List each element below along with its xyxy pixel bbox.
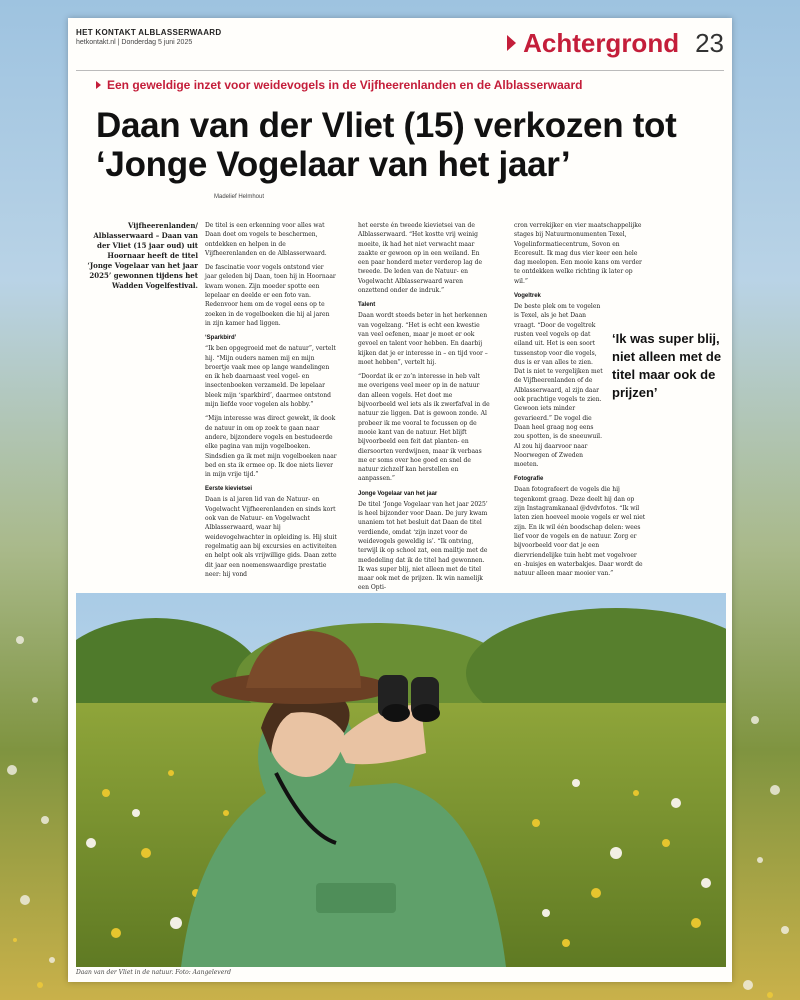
paragraph: De titel is een erkenning voor alles wat Daan doet om vogels te beschermen, ontdekken en helpen in de Vijfheerenlanden en de Alblasserwaard. bbox=[205, 222, 327, 257]
paragraph: De beste plek om te vogelen is Texel, als je het Daan vraagt. “Door de vogeltrek rusten veel vogels op dat eiland uit. Het is een soort tussenstop voor die vogels, dus is er van alles te zien. Dat is niet te vergelijken met de Vijfheerenlanden of de Alblasserwaard, al zijn daar ook prachtige vogels te zien. Gewoon iets minder gevarieerd.” De vogel die Daan heel graag nog eens zou spotten, is de sneeuwuil. Al zou hij daarvoor naar Noorwegen of Zweden moeten. bbox=[514, 303, 603, 469]
subheading: ‘Sparkbird’ bbox=[205, 335, 237, 342]
paragraph: “Ik ben opgegroeid met de natuur”, vertelt hij. “Mijn ouders namen mij en mijn broertje vaak mee op lange wandelingen en ik heb daarnaast veel vogel- en insectenboeken verzameld. De lepelaar bleek mijn ‘sparkbird’, daarmee ontstond mijn liefde voor vogelen als hobby.” bbox=[205, 345, 336, 409]
article-column-2 bbox=[358, 221, 490, 598]
paragraph: Daan wordt steeds beter in het herkennen van vogelzang. “Het is echt een kwestie van veel oefenen, maar je moet er ook gevoel en talent voor hebben. En daarbij kijken dat je er interesse in – en tijd voor – moet hebben”, vertelt hij. bbox=[358, 312, 488, 366]
section-label: Achtergrond bbox=[523, 27, 680, 58]
paper-date: hetkontakt.nl | Donderdag 5 juni 2025 bbox=[76, 39, 193, 46]
paragraph: Daan is al jaren lid van de Natuur- en Vogelwacht Vijfheerenlanden en sinds kort ook van de Natuur- en Vogelwacht Alblasserwaard, waar hij weidevogelwachter in opleiding is. Hij sluit regelmatig aan bij excursies en activiteiten en helpt ook als vrijwillige gids. Daan zette dit jaar een noemenswaardige prestatie neer: hij vond bbox=[205, 496, 337, 578]
paragraph: cron verrekijker en vier maatschappelijke stages bij Natuurmonumenten Texel, Vogelinformatiecentrum, Sovon en Ecoresult. Ik mag dus vier keer een hele dag meelopen. Een mooie kans om verder te ontdekken welke richting ik later op wil.” bbox=[514, 222, 642, 285]
subheading: Vogeltrek bbox=[514, 293, 541, 300]
subheading: Eerste kievietsei bbox=[205, 486, 253, 493]
section-header bbox=[507, 26, 724, 60]
byline: Madelief Helmhout bbox=[214, 194, 265, 200]
intro-lead: Vijfheerenlanden/ Alblasserwaard – Daan van der Vliet (15 jaar oud) uit Hoornaar heeft de titel ‘Jonge Vogelaar van het jaar 2025’ gewonnen tijdens het Wadden Vogelfestival. bbox=[87, 221, 198, 290]
article-photo bbox=[76, 593, 726, 967]
headline: Daan van der Vliet (15) verkozen tot ‘Jonge Vogelaar van het jaar’ bbox=[96, 106, 677, 184]
article-column-1 bbox=[205, 221, 337, 584]
photo-caption: Daan van der Vliet in de natuur. Foto: Aangeleverd bbox=[76, 969, 231, 976]
newspaper-page bbox=[68, 18, 732, 982]
section-arrow-icon bbox=[507, 35, 516, 51]
page-number: 23 bbox=[695, 27, 724, 58]
pull-quote: ‘Ik was super blij, niet alleen met de titel maar ook de prijzen’ bbox=[612, 331, 722, 400]
paragraph: het eerste én tweede kievietsei van de Alblasserwaard. “Het kostte vrij weinig moeite, ik had het niet verwacht maar zaakte er gewoon op in een weiland. En een paar honderd meter verderop lag de tweede. De leden van de Natuur- en Vogelwacht Alblasserwaard waren onzettend onder de indruk.” bbox=[358, 222, 483, 295]
article-column-3 bbox=[514, 221, 646, 583]
subheading: Talent bbox=[358, 302, 376, 309]
subheading: Jonge Vogelaar van het jaar bbox=[358, 490, 438, 497]
kicker-text: Een geweldige inzet voor weidevogels in de Vijfheerenlanden en de Alblasserwaard bbox=[107, 78, 583, 92]
paragraph: “Mijn interesse was direct gewekt, ik dook de natuur in om op zoek te gaan naar andere, bijzondere vogels en bestudeerde elke pagina van mijn vogelboeken. Sindsdien ga ik met mijn vogelboeken naar bed en sta ik ermee op. Ik doe niets liever in mijn vrije tijd.” bbox=[205, 415, 337, 479]
kicker-arrow-icon bbox=[96, 81, 101, 89]
subheading: Fotografie bbox=[514, 476, 544, 483]
paragraph: Daan fotografeert de vogels die hij tegenkomt graag. Deze deelt hij dan op zijn Instagramkanaal @dvdvfotos. “Ik wil laten zien hoeveel mooie vogels er wel niet zijn. En ik wil één boodschap delen: wees lief voor de vogels en de natuur. Zorg er bijvoorbeeld voor dat je een diervriendelijke tuin hebt met vogelvoer en -huisjes en waterbakjes. Daar wordt de natuur alleen maar mooier van.” bbox=[514, 486, 646, 578]
paper-name: HET KONTAKT ALBLASSERWAARD bbox=[76, 28, 222, 37]
paragraph: De titel ‘Jonge Vogelaar van het jaar 2025’ is heel bijzonder voor Daan. De jury kwam unaniem tot het besluit dat Daan de titel verdiende, omdat ‘zijn inzet voor de weidevogels geweldig is’. “Ik ontving, terwijl ik op school zat, een mailtje met de mededeling dat ik de titel had gewonnen. Ik was super blij, niet alleen met de titel maar ook met de prijzen. Ik win namelijk een Opti- bbox=[358, 500, 488, 592]
kicker bbox=[96, 78, 582, 92]
paragraph: “Doordat ik er zo’n interesse in heb valt me overigens veel meer op in de natuur dan alleen vogels. Het doet me bijvoorbeeld wel iets als ik zwerfafval in de natuur zie liggen. Dat is gewoon zonde. Al probeer ik me vooral te focussen op de mooie kant van de natuur. Het blijft bijvoorbeeld een feit dat planten- en diersoorten verdwijnen, maar ik verbaas me er soms over hoe goed en snel de natuur zichzelf kan herstellen en aanpassen.” bbox=[358, 373, 490, 483]
paragraph: De fascinatie voor vogels ontstond vier jaar geleden bij Daan, toen hij in Hoornaar kwam wonen. Zijn moeder spotte een lepelaar en deelde er een foto van. Redenvoor hem om de vogel eens op te zoeken in de vogelboeken die hij al jaren in zijn kamer had liggen. bbox=[205, 264, 336, 327]
masthead bbox=[76, 26, 724, 71]
